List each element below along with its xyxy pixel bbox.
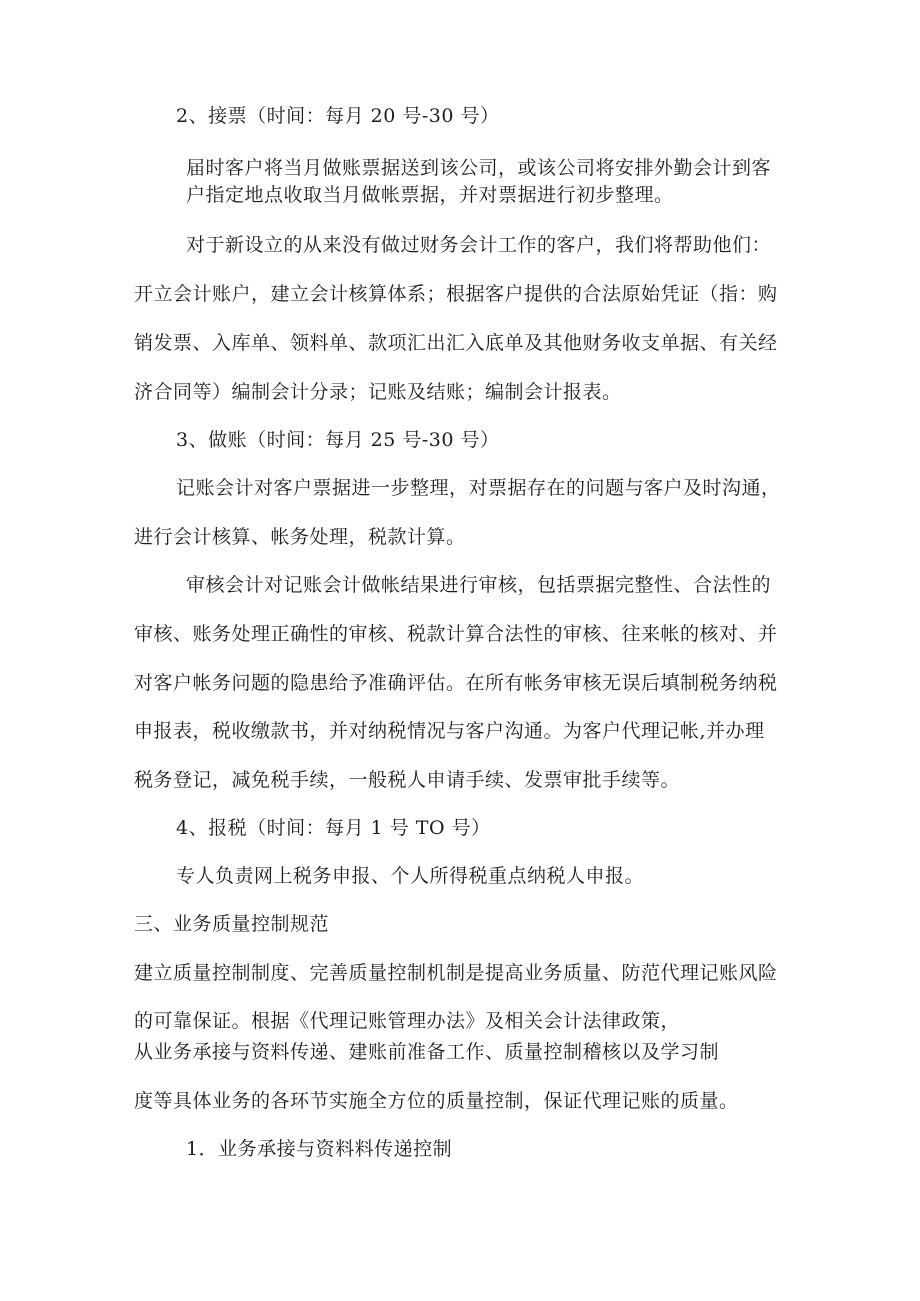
paragraph-line: 记账会计对客户票据进一步整理，对票据存在的问题与客户及时沟通，: [176, 477, 781, 499]
paragraph-line: 专人负责网上税务申报、个人所得税重点纳税人申报。: [176, 865, 645, 887]
paragraph-line: 对于新设立的从来没有做过财务会计工作的客户，我们将帮助他们：: [186, 234, 772, 256]
paragraph-line: 对客户帐务问题的隐患给予准确评估。在所有帐务审核无误后填制税务纳税: [134, 672, 778, 694]
paragraph-line: 开立会计账户，建立会计核算体系；根据客户提供的合法原始凭证（指：购: [134, 283, 778, 305]
chapter-heading: 三、业务质量控制规范: [134, 913, 330, 935]
paragraph-line: 户指定地点收取当月做帐票据，并对票据进行初步整理。: [186, 184, 674, 206]
paragraph-line: 的可靠保证。根据《代理记账管理办法》及相关会计法律政策，: [134, 1010, 681, 1032]
paragraph-line: 进行会计核算、帐务处理，税款计算。: [134, 526, 466, 548]
subsection-heading: 1．业务承接与资料料传递控制: [186, 1138, 453, 1160]
paragraph-line: 济合同等）编制会计分录；记账及结账；编制会计报表。: [134, 381, 622, 403]
paragraph-line: 从业务承接与资料传递、建账前准备工作、质量控制稽核以及学习制: [134, 1041, 720, 1063]
section-heading: 3、做账（时间：每月 25 号-30 号）: [176, 429, 500, 451]
paragraph-line: 审核会计对记账会计做帐结果进行审核，包括票据完整性、合法性的: [186, 574, 772, 596]
paragraph-line: 申报表，税收缴款书，并对纳税情况与客户沟通。为客户代理记帐,并办理: [134, 720, 765, 742]
paragraph-line: 税务登记，减免税手续，一般税人申请手续、发票审批手续等。: [134, 769, 681, 791]
paragraph-line: 度等具体业务的各环节实施全方位的质量控制，保证代理记账的质量。: [134, 1090, 739, 1112]
section-heading: 2、接票（时间：每月 20 号-30 号）: [176, 105, 500, 127]
paragraph-line: 销发票、入库单、领料单、款项汇出汇入底单及其他财务收支单据、有关经: [134, 332, 778, 354]
section-heading: 4、报税（时间：每月 1 号 TO 号）: [176, 817, 491, 839]
paragraph-line: 届时客户将当月做账票据送到该公司，或该公司将安排外勤会计到客: [186, 157, 772, 179]
paragraph-line: 审核、账务处理正确性的审核、税款计算合法性的审核、往来帐的核对、并: [134, 623, 778, 645]
paragraph-line: 建立质量控制制度、完善质量控制机制是提高业务质量、防范代理记账风险: [134, 962, 778, 984]
